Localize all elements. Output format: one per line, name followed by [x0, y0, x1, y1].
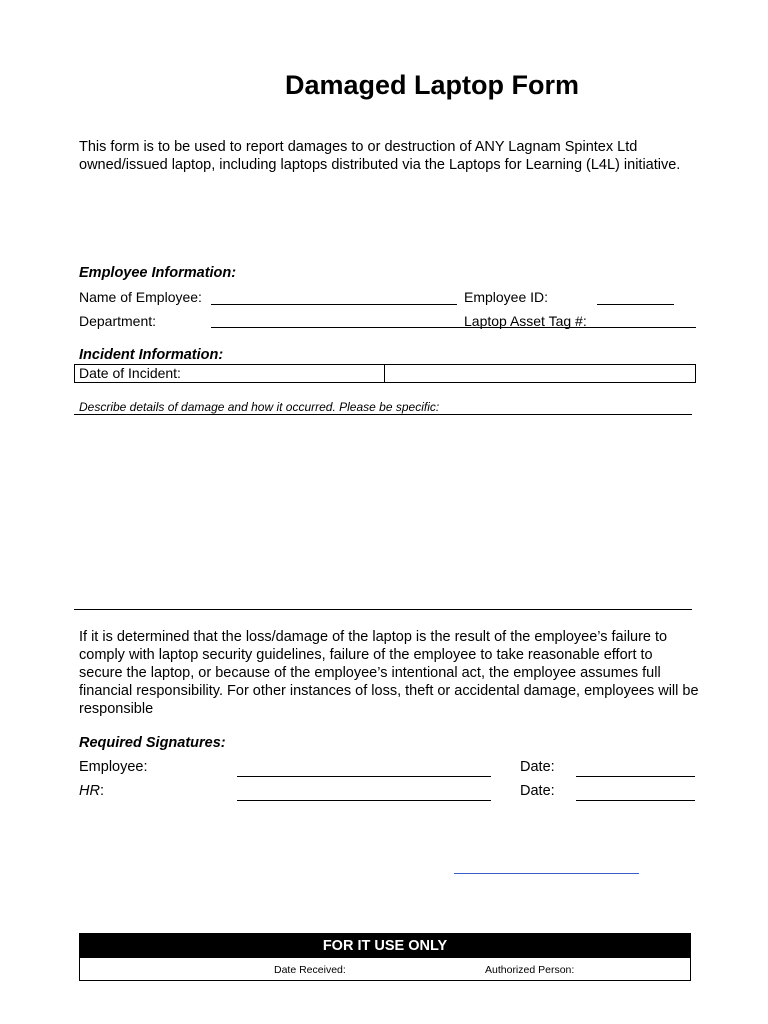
it-use-header: FOR IT USE ONLY	[80, 934, 690, 958]
incident-date-table	[74, 364, 696, 383]
hr-label-text: HR	[79, 783, 100, 799]
employee-name-label: Name of Employee:	[79, 289, 202, 305]
liability-paragraph: If it is determined that the loss/damage of the laptop is the result of the employee’s failure to comply with laptop security guidelines, failure of the employee to take reasonable effort to secure the laptop, or because of the employee’s intentional act, the employee assumes full financial responsibility. For other instances of loss, theft or accidental damage, employees will be responsible	[79, 629, 699, 717]
date-received-label: Date Received:	[274, 964, 346, 976]
describe-damage-bottom-rule	[74, 609, 692, 610]
incident-date-field[interactable]	[385, 365, 695, 382]
asset-tag-field[interactable]	[457, 327, 696, 328]
employee-id-field[interactable]	[597, 304, 674, 305]
hr-label-colon: :	[99, 783, 104, 799]
intro-paragraph: This form is to be used to report damages to or destruction of ANY Lagnam Spintex Ltd owned/issued laptop, including laptops distributed via the Laptops for Learning (L4L) initiative.	[79, 139, 681, 173]
signatures-heading: Required Signatures:	[79, 735, 226, 751]
hr-date-field[interactable]	[576, 800, 695, 801]
employee-signature-field[interactable]	[237, 776, 491, 777]
it-use-box	[79, 933, 691, 981]
hyperlink-underline[interactable]	[454, 873, 639, 874]
describe-damage-area[interactable]	[74, 415, 692, 609]
employee-date-label: Date:	[520, 759, 555, 775]
describe-damage-label: Describe details of damage and how it occurred. Please be specific:	[79, 400, 440, 414]
asset-tag-label: Laptop Asset Tag #:	[464, 313, 587, 329]
department-field[interactable]	[211, 327, 457, 328]
form-title: Damaged Laptop Form	[285, 70, 580, 100]
employee-name-field[interactable]	[211, 304, 457, 305]
employee-info-heading: Employee Information:	[79, 265, 237, 281]
authorized-person-label: Authorized Person:	[485, 964, 575, 976]
department-label: Department:	[79, 313, 157, 329]
employee-id-label: Employee ID:	[464, 289, 549, 305]
hr-date-label: Date:	[520, 783, 555, 799]
incident-info-heading: Incident Information:	[79, 347, 224, 363]
employee-date-field[interactable]	[576, 776, 695, 777]
hr-signature-label	[79, 783, 104, 799]
hr-signature-field[interactable]	[237, 800, 491, 801]
employee-signature-label: Employee:	[79, 759, 148, 775]
it-use-body	[80, 958, 690, 980]
incident-date-label: Date of Incident:	[79, 365, 181, 381]
